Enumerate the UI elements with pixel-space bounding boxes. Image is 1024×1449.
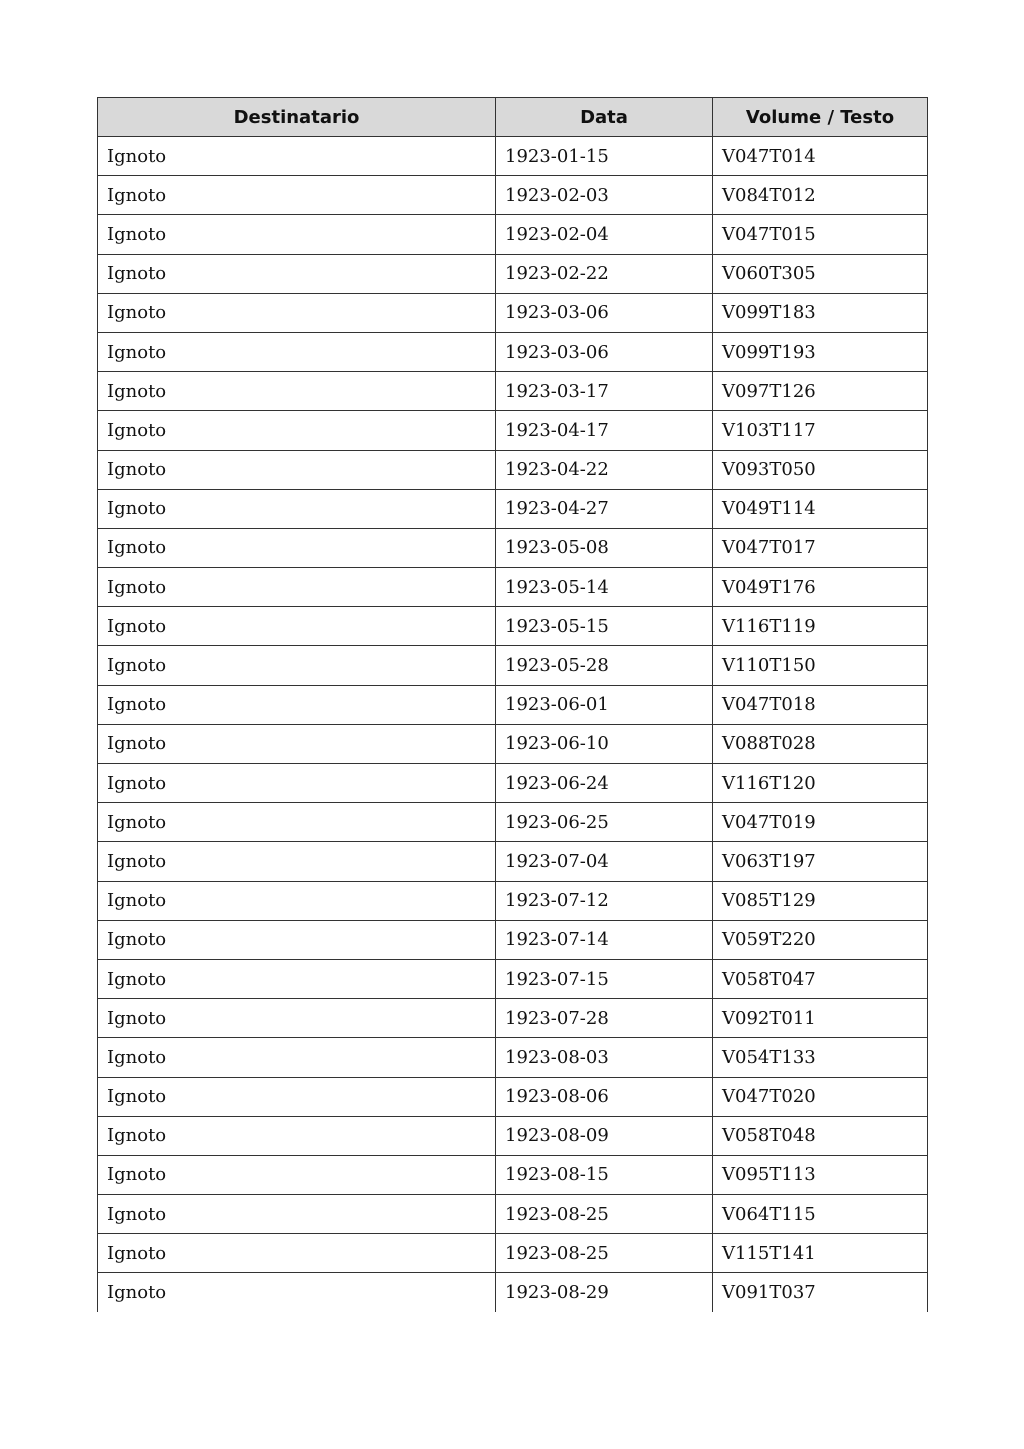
table-row bbox=[98, 568, 928, 607]
cell-recipient: Ignoto bbox=[98, 803, 496, 842]
cell-volume: V099T193 bbox=[713, 332, 928, 371]
cell-recipient: Ignoto bbox=[98, 176, 496, 215]
cell-recipient: Ignoto bbox=[98, 920, 496, 959]
cell-volume: V097T126 bbox=[713, 372, 928, 411]
cell-date: 1923-08-15 bbox=[496, 1155, 713, 1194]
table-row bbox=[98, 1116, 928, 1155]
cell-date: 1923-08-03 bbox=[496, 1038, 713, 1077]
letters-table bbox=[97, 97, 928, 1312]
cell-date: 1923-04-22 bbox=[496, 450, 713, 489]
cell-recipient: Ignoto bbox=[98, 568, 496, 607]
table-row bbox=[98, 176, 928, 215]
cell-date: 1923-08-25 bbox=[496, 1234, 713, 1273]
cell-volume: V110T150 bbox=[713, 646, 928, 685]
table-row bbox=[98, 724, 928, 763]
table-row bbox=[98, 450, 928, 489]
cell-recipient: Ignoto bbox=[98, 293, 496, 332]
cell-date: 1923-07-04 bbox=[496, 842, 713, 881]
cell-volume: V092T011 bbox=[713, 999, 928, 1038]
table-row bbox=[98, 1234, 928, 1273]
cell-date: 1923-08-06 bbox=[496, 1077, 713, 1116]
cell-recipient: Ignoto bbox=[98, 1155, 496, 1194]
table-row bbox=[98, 293, 928, 332]
column-header-date: Data bbox=[496, 98, 713, 137]
cell-volume: V095T113 bbox=[713, 1155, 928, 1194]
cell-recipient: Ignoto bbox=[98, 1273, 496, 1312]
cell-recipient: Ignoto bbox=[98, 842, 496, 881]
cell-volume: V116T120 bbox=[713, 764, 928, 803]
cell-volume: V049T176 bbox=[713, 568, 928, 607]
cell-volume: V047T015 bbox=[713, 215, 928, 254]
table-row bbox=[98, 646, 928, 685]
cell-volume: V084T012 bbox=[713, 176, 928, 215]
cell-date: 1923-07-12 bbox=[496, 881, 713, 920]
cell-date: 1923-04-27 bbox=[496, 489, 713, 528]
cell-volume: V054T133 bbox=[713, 1038, 928, 1077]
table-row bbox=[98, 920, 928, 959]
cell-date: 1923-05-28 bbox=[496, 646, 713, 685]
cell-date: 1923-01-15 bbox=[496, 137, 713, 176]
cell-volume: V059T220 bbox=[713, 920, 928, 959]
cell-recipient: Ignoto bbox=[98, 450, 496, 489]
cell-date: 1923-03-17 bbox=[496, 372, 713, 411]
cell-volume: V047T020 bbox=[713, 1077, 928, 1116]
table-header-row bbox=[98, 98, 928, 137]
cell-recipient: Ignoto bbox=[98, 137, 496, 176]
cell-volume: V085T129 bbox=[713, 881, 928, 920]
table-row bbox=[98, 137, 928, 176]
cell-recipient: Ignoto bbox=[98, 1116, 496, 1155]
cell-date: 1923-07-14 bbox=[496, 920, 713, 959]
cell-date: 1923-02-22 bbox=[496, 254, 713, 293]
cell-volume: V047T014 bbox=[713, 137, 928, 176]
cell-volume: V115T141 bbox=[713, 1234, 928, 1273]
cell-volume: V093T050 bbox=[713, 450, 928, 489]
cell-date: 1923-08-29 bbox=[496, 1273, 713, 1312]
cell-volume: V063T197 bbox=[713, 842, 928, 881]
cell-recipient: Ignoto bbox=[98, 724, 496, 763]
cell-volume: V049T114 bbox=[713, 489, 928, 528]
table-row bbox=[98, 1273, 928, 1312]
cell-recipient: Ignoto bbox=[98, 332, 496, 371]
table-row bbox=[98, 959, 928, 998]
cell-recipient: Ignoto bbox=[98, 1038, 496, 1077]
table-row bbox=[98, 842, 928, 881]
table-row bbox=[98, 215, 928, 254]
cell-recipient: Ignoto bbox=[98, 881, 496, 920]
cell-volume: V099T183 bbox=[713, 293, 928, 332]
cell-recipient: Ignoto bbox=[98, 999, 496, 1038]
cell-recipient: Ignoto bbox=[98, 1195, 496, 1234]
cell-volume: V088T028 bbox=[713, 724, 928, 763]
cell-date: 1923-06-10 bbox=[496, 724, 713, 763]
cell-date: 1923-06-24 bbox=[496, 764, 713, 803]
cell-date: 1923-02-03 bbox=[496, 176, 713, 215]
cell-recipient: Ignoto bbox=[98, 254, 496, 293]
cell-recipient: Ignoto bbox=[98, 1234, 496, 1273]
table-row bbox=[98, 372, 928, 411]
table-row bbox=[98, 1077, 928, 1116]
cell-date: 1923-06-01 bbox=[496, 685, 713, 724]
cell-recipient: Ignoto bbox=[98, 528, 496, 567]
cell-volume: V047T017 bbox=[713, 528, 928, 567]
table-row bbox=[98, 254, 928, 293]
cell-volume: V091T037 bbox=[713, 1273, 928, 1312]
cell-date: 1923-03-06 bbox=[496, 332, 713, 371]
table-row bbox=[98, 764, 928, 803]
cell-date: 1923-08-25 bbox=[496, 1195, 713, 1234]
table-body bbox=[98, 137, 928, 1313]
cell-date: 1923-05-15 bbox=[496, 607, 713, 646]
cell-volume: V064T115 bbox=[713, 1195, 928, 1234]
cell-recipient: Ignoto bbox=[98, 215, 496, 254]
cell-volume: V058T047 bbox=[713, 959, 928, 998]
cell-volume: V103T117 bbox=[713, 411, 928, 450]
table-row bbox=[98, 411, 928, 450]
cell-recipient: Ignoto bbox=[98, 489, 496, 528]
column-header-volume: Volume / Testo bbox=[713, 98, 928, 137]
cell-volume: V047T018 bbox=[713, 685, 928, 724]
cell-volume: V047T019 bbox=[713, 803, 928, 842]
table-row bbox=[98, 1038, 928, 1077]
table-row bbox=[98, 607, 928, 646]
cell-date: 1923-06-25 bbox=[496, 803, 713, 842]
cell-volume: V058T048 bbox=[713, 1116, 928, 1155]
cell-date: 1923-04-17 bbox=[496, 411, 713, 450]
table-row bbox=[98, 332, 928, 371]
cell-date: 1923-07-15 bbox=[496, 959, 713, 998]
table-row bbox=[98, 685, 928, 724]
document-page bbox=[97, 97, 927, 1312]
column-header-recipient: Destinatario bbox=[98, 98, 496, 137]
table-row bbox=[98, 528, 928, 567]
cell-date: 1923-05-14 bbox=[496, 568, 713, 607]
cell-date: 1923-08-09 bbox=[496, 1116, 713, 1155]
table-row bbox=[98, 1195, 928, 1234]
cell-recipient: Ignoto bbox=[98, 764, 496, 803]
table-row bbox=[98, 1155, 928, 1194]
cell-recipient: Ignoto bbox=[98, 607, 496, 646]
cell-volume: V060T305 bbox=[713, 254, 928, 293]
cell-recipient: Ignoto bbox=[98, 1077, 496, 1116]
cell-volume: V116T119 bbox=[713, 607, 928, 646]
table-row bbox=[98, 803, 928, 842]
cell-date: 1923-03-06 bbox=[496, 293, 713, 332]
table-row bbox=[98, 999, 928, 1038]
cell-date: 1923-07-28 bbox=[496, 999, 713, 1038]
cell-recipient: Ignoto bbox=[98, 372, 496, 411]
cell-recipient: Ignoto bbox=[98, 959, 496, 998]
cell-date: 1923-02-04 bbox=[496, 215, 713, 254]
cell-recipient: Ignoto bbox=[98, 646, 496, 685]
table-row bbox=[98, 489, 928, 528]
cell-date: 1923-05-08 bbox=[496, 528, 713, 567]
cell-recipient: Ignoto bbox=[98, 411, 496, 450]
table-row bbox=[98, 881, 928, 920]
cell-recipient: Ignoto bbox=[98, 685, 496, 724]
